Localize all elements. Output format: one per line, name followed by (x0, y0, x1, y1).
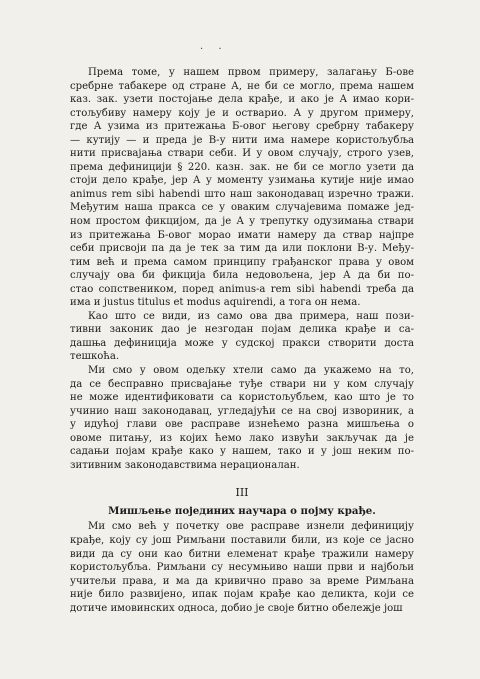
text-line: има и justus titulus et modus aquirendi, а тога он нема. (70, 297, 361, 309)
page-header-marker: · · (200, 44, 228, 55)
text-line: Међутим наша пракса се у оваким случајевима помаже јед- (70, 202, 414, 214)
text-line: тивни законик дао је незгодан појам делика крађе и са- (70, 324, 414, 336)
text-line: у идућој глави ове расправе изнећемо разна мишљења о (70, 419, 414, 431)
text-line: крађе, коју су још Римљани поставили били, из које се јасно (70, 534, 414, 546)
paragraph (70, 520, 414, 615)
paragraph (70, 66, 414, 310)
page-body (70, 66, 414, 615)
text-line: Према томе, у нашем првом примеру, залагању Б-ове (88, 67, 414, 78)
section-title: Мишљење појединих научара о појму крађе. (108, 505, 376, 518)
text-line: види да су они као битни елеменат крађе тражили намеру (70, 548, 414, 560)
text-line: случају ова би фикција била недовољена, јер А да би по- (70, 270, 414, 282)
text-line: нити присвајања ствари себи. И у овом случају, строго узев, (70, 148, 414, 160)
text-line: ном простом фикцијом, да је А у трепутку одузимања ствари (70, 216, 414, 228)
text-line: из притежања Б-овог морао имати намеру да ствар најпре (70, 229, 414, 241)
text-block-before-section (70, 66, 414, 472)
text-line: каз. зак. узети постојање дела крађе, и ако је А имао кори- (70, 94, 414, 106)
text-line: себи присвоји па да је тек за тим да или поклони В-у. Међу- (70, 243, 414, 255)
text-line: Као што се види, из само ова два примера, наш пози- (88, 310, 414, 322)
text-line: — кутију — и преда је В-у нити има намере користољубља (70, 134, 414, 146)
text-line: према дефиницији § 220. казн. зак. не би се могло узети да (70, 161, 414, 173)
text-line: Ми смо у овом одељку хтели само да укажемо на то, (88, 365, 414, 377)
text-line: стољубиву намеру коју је и остварио. А у другом примеру, (70, 107, 414, 119)
paragraph (70, 364, 414, 472)
text-line: овоме питању, из којих ћемо лако извући закључак да је (70, 432, 414, 444)
paragraph (70, 310, 414, 364)
text-block-after-section (70, 520, 414, 615)
text-line: учинио наш законодавац, угледајући се на свој извориник, а (70, 405, 414, 417)
text-line: садањи појам крађе како у нашем, тако и у још неким по- (70, 446, 414, 458)
text-line: где А узима из притежања Б-овог његову сребрну табакеру (70, 121, 414, 133)
section-number: III (235, 486, 249, 500)
text-line: дашња дефиниција може у судској пракси створити доста (70, 337, 414, 349)
text-line: animus rem sibi habendi што наш законодавац изречно тражи. (70, 188, 414, 200)
text-line: да се бесправно присвајање туђе ствари ни у ком случају (70, 378, 414, 390)
text-line: Ми смо већ у почетку ове расправе изнели дефиницију (88, 521, 414, 533)
text-line: дотиче имовинских односа, добио је своје битно обележје још (70, 602, 403, 614)
text-line: тим већ и према самом принципу грађанског права у овом (70, 256, 414, 268)
text-line: сребрне табакере од стране А, не би се могло, према нашем (70, 80, 414, 92)
text-line: стоји дело крађе, јер А у моменту узимања кутије није имао (70, 175, 414, 187)
text-line: тешкоћа. (70, 351, 120, 363)
text-line: стао сопствеником, поред animus-a rem sibi habendi треба да (70, 283, 414, 295)
text-line: није било развијено, ипак појам крађе као деликта, који се (70, 589, 414, 601)
text-line: зитивним законодавствима нерационалан. (70, 459, 300, 471)
text-line: користољубља. Римљани су несумњиво наши први и најбољи (70, 562, 414, 574)
text-line: не може идентификовати са користољубљем, као што је то (70, 392, 414, 404)
text-line: учитељи права, и ма да кривично право за време Римљана (70, 575, 414, 587)
